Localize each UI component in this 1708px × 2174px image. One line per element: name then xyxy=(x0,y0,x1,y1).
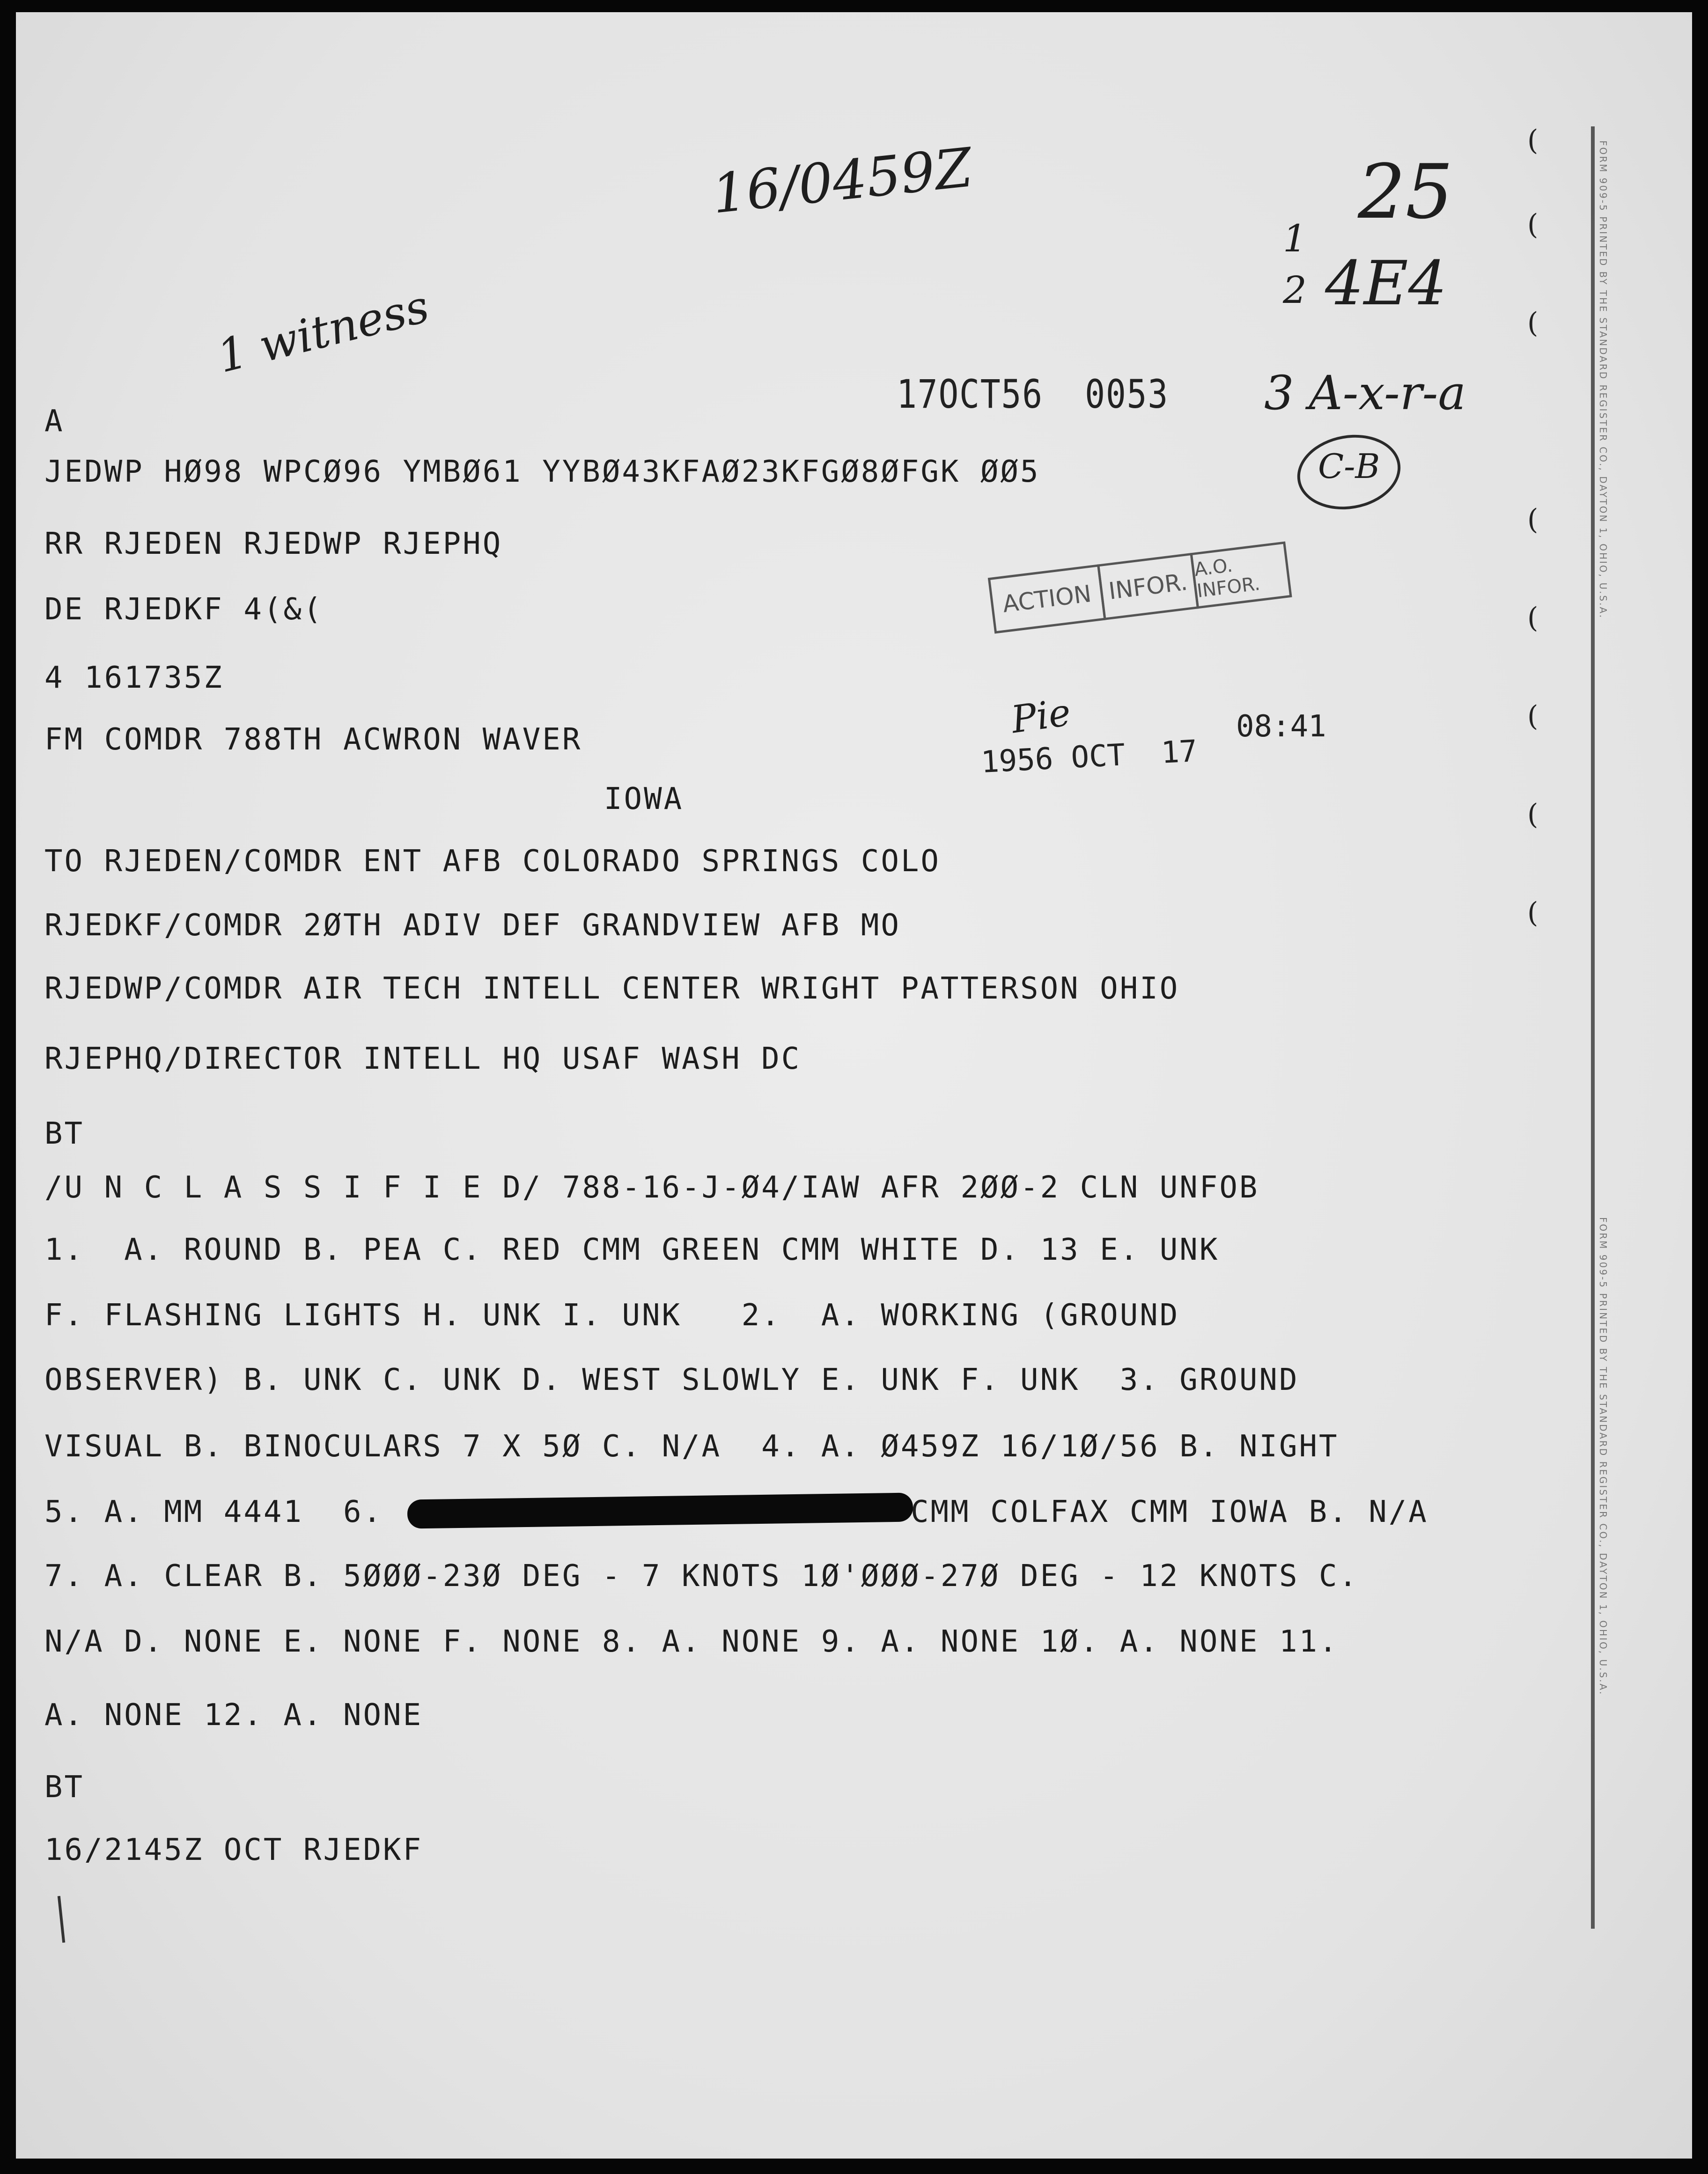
handwritten-dtg: 16/0459Z xyxy=(709,136,976,226)
body-line: VISUAL B. BINOCULARS 7 X 5Ø C. N/A 4. A. Ø459Z 16/1Ø/56 B. NIGHT xyxy=(44,1429,1339,1464)
body-line: N/A D. NONE E. NONE F. NONE 8. A. NONE 9. A. NONE 1Ø. A. NONE 11. xyxy=(44,1624,1339,1659)
closing-dtg-line: 16/2145Z OCT RJEDKF xyxy=(44,1833,423,1867)
time-stamp: 08:41 xyxy=(1236,709,1326,744)
sprocket-hole: ( xyxy=(1527,602,1539,634)
routing-ao-info: A.O. INFOR. xyxy=(1190,541,1292,609)
body-line-continued: CMM COLFAX CMM IOWA B. N/A xyxy=(911,1495,1428,1529)
end-break-line: BT xyxy=(44,1770,85,1805)
body-line: OBSERVER) B. UNK C. UNK D. WEST SLOWLY E. UNK F. UNK 3. GROUND xyxy=(44,1363,1299,1397)
handwritten-fraction-top: 1 xyxy=(1283,217,1307,260)
margin-print-lower: FORM 909-5 PRINTED BY THE STANDARD REGISTER CO., DAYTON 1, OHIO, U.S.A. xyxy=(1598,1217,1609,1696)
handwritten-fraction-bottom: 2 xyxy=(1283,268,1307,312)
sprocket-hole: ( xyxy=(1527,208,1539,241)
body-line: 1. A. ROUND B. PEA C. RED CMM GREEN CMM WHITE D. 13 E. UNK xyxy=(44,1233,1220,1267)
handwritten-initials: Pie xyxy=(1009,690,1074,742)
precedence-line: RR RJEDEN RJEDWP RJEPHQ xyxy=(44,527,503,561)
paper-edge-line xyxy=(1591,126,1595,1929)
from-line: FM COMDR 788TH ACWRON WAVER xyxy=(44,722,582,757)
sprocket-hole: ( xyxy=(1527,896,1539,929)
to-line-1: TO RJEDEN/COMDR ENT AFB COLORADO SPRINGS COLO xyxy=(44,844,941,879)
handwritten-file-number: 25 xyxy=(1358,148,1453,235)
dtg-line: 4 161735Z xyxy=(44,661,224,695)
routing-indicators: JEDWP HØ98 WPCØ96 YMBØ61 YYBØ43KFAØ23KFGØ8ØFGK ØØ5 xyxy=(44,455,1040,489)
handwritten-line3: 3 A-x-r-a xyxy=(1264,366,1466,420)
handwritten-witness-note: 1 witness xyxy=(212,279,434,383)
body-line: 7. A. CLEAR B. 5ØØØ-23Ø DEG - 7 KNOTS 1Ø'ØØØ-27Ø DEG - 12 KNOTS C. xyxy=(44,1559,1359,1594)
to-line-4: RJEPHQ/DIRECTOR INTELL HQ USAF WASH DC xyxy=(44,1042,802,1076)
margin-print: FORM 909-5 PRINTED BY THE STANDARD REGISTER CO., DAYTON 1, OHIO, U.S.A. xyxy=(1598,140,1609,619)
sprocket-hole: ( xyxy=(1527,798,1539,831)
from-line-continued: IOWA xyxy=(604,782,684,816)
sprocket-hole: ( xyxy=(1527,503,1539,536)
sprocket-hole: ( xyxy=(1527,124,1539,157)
break-line: BT xyxy=(44,1116,85,1151)
routing-action: ACTION xyxy=(988,564,1106,633)
handwritten-circle-text: C-B xyxy=(1318,447,1380,486)
body-line: 5. A. MM 4441 6. xyxy=(44,1495,383,1529)
sprocket-hole: ( xyxy=(1527,307,1539,339)
routing-info: INFOR. xyxy=(1097,553,1199,620)
to-line-3: RJEDWP/COMDR AIR TECH INTELL CENTER WRIGHT PATTERSON OHIO xyxy=(44,971,1180,1006)
handwritten-file-code: 4E4 xyxy=(1325,248,1447,319)
body-line: F. FLASHING LIGHTS H. UNK I. UNK 2. A. WORKING (GROUND xyxy=(44,1298,1180,1333)
message-line: A xyxy=(44,404,65,439)
from-station-line: DE RJEDKF 4(&( xyxy=(44,592,324,627)
date-stamp: 1956 OCT 17 xyxy=(980,734,1198,780)
received-stamp: 17OCT56 0053 xyxy=(897,371,1169,417)
to-line-2: RJEDKF/COMDR 2ØTH ADIV DEF GRANDVIEW AFB MO xyxy=(44,908,901,943)
body-line: A. NONE 12. A. NONE xyxy=(44,1698,423,1733)
classification-line: /U N C L A S S I F I E D/ 788-16-J-Ø4/IAW AFR 2ØØ-2 CLN UNFOB xyxy=(44,1170,1259,1205)
sprocket-hole: ( xyxy=(1527,700,1539,733)
